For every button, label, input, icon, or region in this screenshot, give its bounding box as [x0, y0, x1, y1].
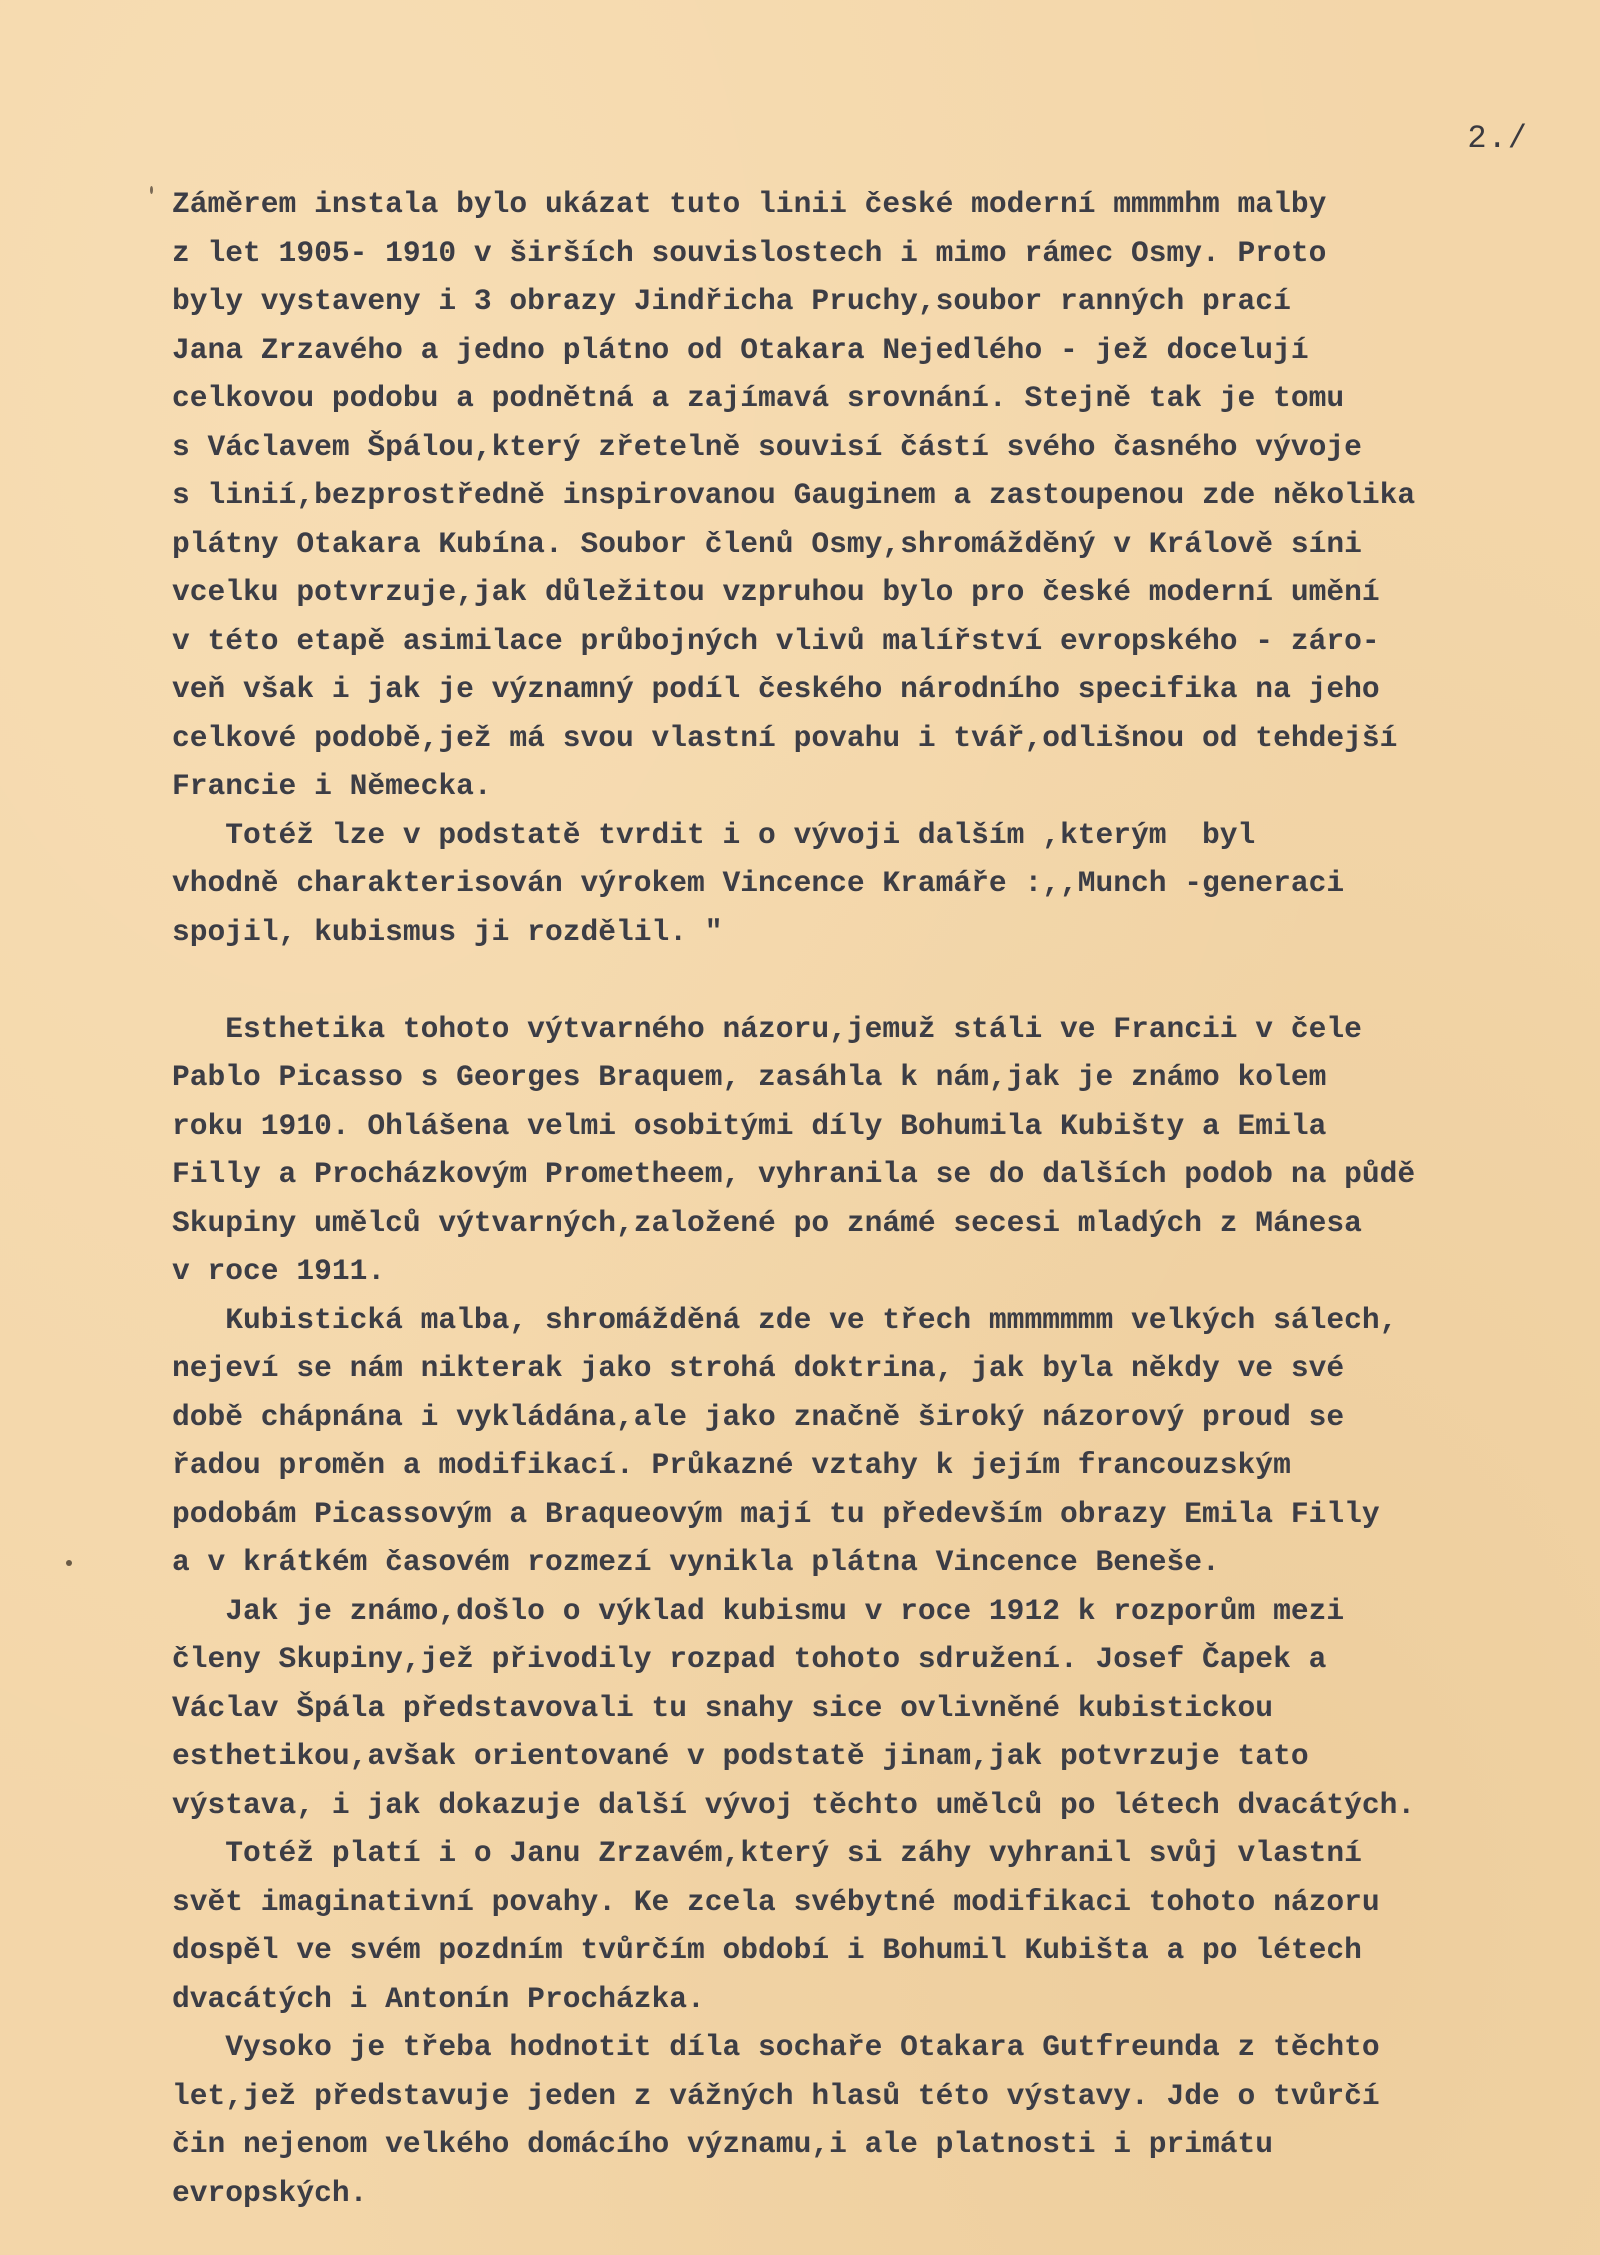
paragraph	[172, 1005, 1592, 1296]
paragraph	[172, 1296, 1592, 1587]
text-line: Václav Špála představovali tu snahy sice ovlivněné kubistickou	[172, 1690, 1274, 1725]
document-body	[172, 180, 1592, 2217]
text-line: podobám Picassovým a Braqueovým mají tu především obrazy Emila Filly	[172, 1496, 1380, 1531]
text-line: době chápnána i vykládána,ale jako značně široký názorový proud se	[172, 1399, 1345, 1434]
text-line: esthetikou,avšak orientované v podstatě jinam,jak potvrzuje tato	[172, 1739, 1309, 1773]
paragraph	[172, 1829, 1592, 2023]
text-line: v této etapě asimilace průbojných vlivů malířství evropského - záro-	[172, 623, 1380, 658]
text-line: byly vystaveny i 3 obrazy Jindřicha Pruchy,soubor ranných prací	[172, 284, 1291, 318]
text-line: veň však i jak je významný podíl českého národního specifika na jeho	[172, 672, 1380, 706]
text-line: Totéž platí i o Janu Zrzavém,který si záhy vyhranil svůj vlastní	[172, 1836, 1362, 1870]
paragraph	[172, 180, 1592, 811]
text-line: Filly a Procházkovým Prometheem, vyhranila se do dalších podob na půdě	[172, 1157, 1416, 1191]
text-line: řadou proměn a modifikací. Průkazné vztahy k jejím francouzským	[172, 1448, 1291, 1482]
text-line: let,jež představuje jeden z vážných hlasů této výstavy. Jde o tvůrčí	[172, 2078, 1380, 2113]
text-line: členy Skupiny,jež přivodily rozpad tohoto sdružení. Josef Čapek a	[172, 1642, 1327, 1676]
text-line: Totéž lze v podstatě tvrdit i o vývoji dalším ,kterým byl	[172, 817, 1256, 852]
text-line: spojil, kubismus ji rozdělil. "	[172, 914, 723, 949]
text-line: Skupiny umělců výtvarných,založené po známé secesi mladých z Mánesa	[172, 1205, 1362, 1240]
text-line: výstava, i jak dokazuje další vývoj těchto umělců po létech dvacátých.	[172, 1787, 1416, 1822]
text-line: nejeví se nám nikterak jako strohá doktrina, jak byla někdy ve své	[172, 1351, 1345, 1385]
text-line: s Václavem Špálou,který zřetelně souvisí částí svého časného vývoje	[172, 429, 1362, 464]
text-line: a v krátkém časovém rozmezí vynikla plátna Vincence Beneše.	[172, 1545, 1220, 1579]
paragraph	[172, 2023, 1592, 2217]
text-line: celkové podobě,jež má svou vlastní povahu i tvář,odlišnou od tehdejší	[172, 720, 1398, 755]
text-line: vhodně charakterisován výrokem Vincence Kramáře :,,Munch -generaci	[172, 866, 1345, 900]
text-line: z let 1905- 1910 v širších souvislostech i mimo rámec Osmy. Proto	[172, 235, 1327, 270]
paper-speck	[150, 186, 153, 194]
page-number: 2./	[1467, 120, 1528, 157]
paragraph	[172, 1587, 1592, 1830]
text-line: dvacátých i Antonín Procházka.	[172, 1981, 705, 2016]
text-line: Pablo Picasso s Georges Braquem, zasáhla k nám,jak je známo kolem	[172, 1060, 1327, 1094]
text-line: dospěl ve svém pozdním tvůrčím období i Bohumil Kubišta a po létech	[172, 1933, 1362, 1967]
text-line: plátny Otakara Kubína. Soubor členů Osmy,shromážděný v Králově síni	[172, 526, 1362, 561]
text-line: Jana Zrzavého a jedno plátno od Otakara Nejedlého - jež docelují	[172, 332, 1309, 367]
text-line: čin nejenom velkého domácího významu,i ale platnosti i primátu	[172, 2127, 1274, 2161]
blank-line	[172, 956, 1592, 1005]
text-line: Kubistická malba, shromážděná zde ve třech mmmmmmm velkých sálech,	[172, 1302, 1398, 1337]
text-line: celkovou podobu a podnětná a zajímavá srovnání. Stejně tak je tomu	[172, 381, 1345, 415]
text-line: Francie i Německa.	[172, 769, 492, 803]
text-line: Záměrem instala bylo ukázat tuto linii české moderní mmmmhm malby	[172, 187, 1327, 221]
text-line: vcelku potvrzuje,jak důležitou vzpruhou bylo pro české moderní umění	[172, 575, 1380, 609]
text-line: v roce 1911.	[172, 1254, 386, 1288]
paragraph	[172, 811, 1592, 957]
text-line: evropských.	[172, 2175, 368, 2210]
text-line: Jak je známo,došlo o výklad kubismu v roce 1912 k rozporům mezi	[172, 1593, 1345, 1628]
text-line: Vysoko je třeba hodnotit díla sochaře Otakara Gutfreunda z těchto	[172, 2030, 1380, 2064]
text-line: roku 1910. Ohlášena velmi osobitými díly Bohumila Kubišty a Emila	[172, 1108, 1327, 1143]
text-line: s linií,bezprostředně inspirovanou Gauginem a zastoupenou zde několika	[172, 478, 1416, 512]
text-line: svět imaginativní povahy. Ke zcela svébytné modifikaci tohoto názoru	[172, 1884, 1380, 1919]
text-line: Esthetika tohoto výtvarného názoru,jemuž stáli ve Francii v čele	[172, 1011, 1362, 1046]
paper-speck	[66, 1560, 72, 1566]
